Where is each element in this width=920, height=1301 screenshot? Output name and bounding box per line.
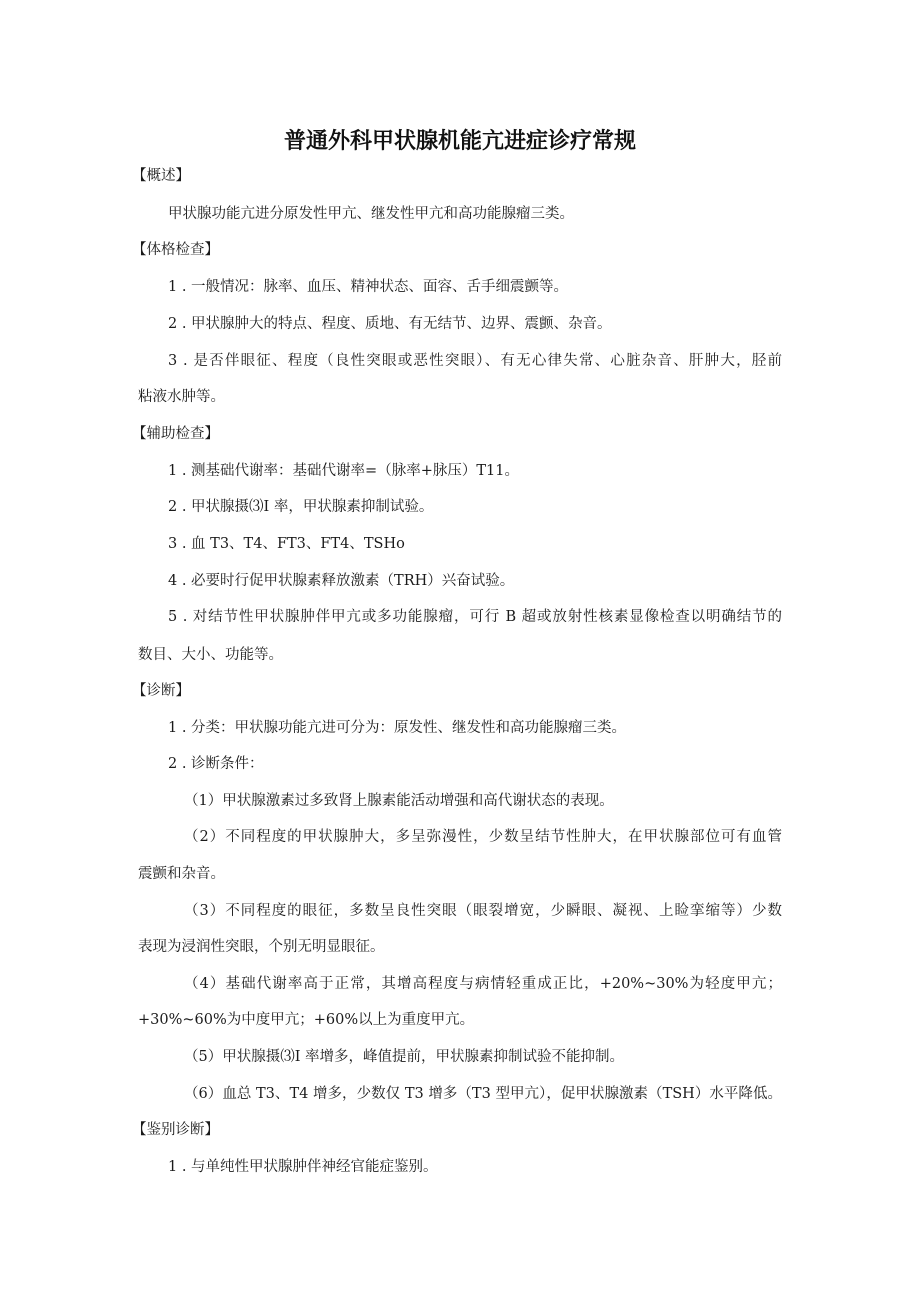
list-item: 2 . 甲状腺摄⑶I 率，甲状腺素抑制试验。: [168, 499, 434, 515]
sub-item: （1）甲状腺激素过多致肾上腺素能活动增强和高代谢状态的表现。: [184, 793, 614, 809]
section-heading-diagnosis: 【诊断】: [132, 683, 190, 699]
sub-item-continuation: 表现为浸润性突眼，个别无明显眼征。: [138, 939, 385, 955]
sub-item: （4）基础代谢率高于正常，其增高程度与病情轻重成正比，+20%~30%为轻度甲亢；: [184, 976, 782, 992]
list-item: 3 . 血 T3、T4、FT3、FT4、TSHo: [168, 536, 405, 552]
section-heading-overview: 【概述】: [132, 168, 190, 184]
section-heading-auxiliary-exam: 【辅助检查】: [132, 426, 219, 442]
list-item: 1 . 测基础代谢率：基础代谢率=（脉率+脉压）T11。: [168, 463, 519, 479]
sub-item: （3）不同程度的眼征，多数呈良性突眼（眼裂增宽，少瞬眼、凝视、上睑挛缩等）少数: [184, 903, 782, 919]
list-item: 1 . 与单纯性甲状腺肿伴神经官能症鉴别。: [168, 1159, 438, 1175]
section-heading-physical-exam: 【体格检查】: [132, 242, 219, 258]
list-item: 1 . 分类：甲状腺功能亢进可分为：原发性、继发性和高功能腺瘤三类。: [168, 720, 627, 736]
list-item: 4 . 必要时行促甲状腺素释放激素（TRH）兴奋试验。: [168, 573, 515, 589]
list-item: 1 . 一般情况：脉率、血压、精神状态、面容、舌手细震颤等。: [168, 279, 569, 295]
list-item: 3 . 是否伴眼征、程度（良性突眼或恶性突眼）、有无心律失常、心脏杂音、肝肿大，胫前: [168, 353, 782, 369]
list-item: 2 . 诊断条件：: [168, 756, 264, 772]
sub-item-continuation: 震颤和杂音。: [138, 866, 225, 882]
sub-item: （2）不同程度的甲状腺肿大，多呈弥漫性，少数呈结节性肿大，在甲状腺部位可有血管: [184, 829, 782, 845]
list-item-continuation: 数目、大小、功能等。: [138, 647, 283, 663]
page-title: 普通外科甲状腺机能亢进症诊疗常规: [283, 129, 636, 154]
sub-item-continuation: +30%~60%为中度甲亢；+60%以上为重度甲亢。: [138, 1012, 475, 1028]
list-item: 2 . 甲状腺肿大的特点、程度、质地、有无结节、边界、震颤、杂音。: [168, 316, 612, 332]
paragraph-line: 甲状腺功能亢进分原发性甲亢、继发性甲亢和高功能腺瘤三类。: [168, 206, 574, 222]
sub-item: （6）血总 T3、T4 增多，少数仅 T3 增多（T3 型甲亢），促甲状腺激素（TSH）水平降低。: [184, 1086, 782, 1102]
section-heading-differential: 【鉴别诊断】: [132, 1122, 219, 1138]
list-item: 5 . 对结节性甲状腺肿伴甲亢或多功能腺瘤，可行 B 超或放射性核素显像检查以明确结节的: [168, 609, 782, 625]
list-item-continuation: 粘液水肿等。: [138, 389, 225, 405]
sub-item: （5）甲状腺摄⑶I 率增多，峰值提前，甲状腺素抑制试验不能抑制。: [184, 1049, 625, 1065]
